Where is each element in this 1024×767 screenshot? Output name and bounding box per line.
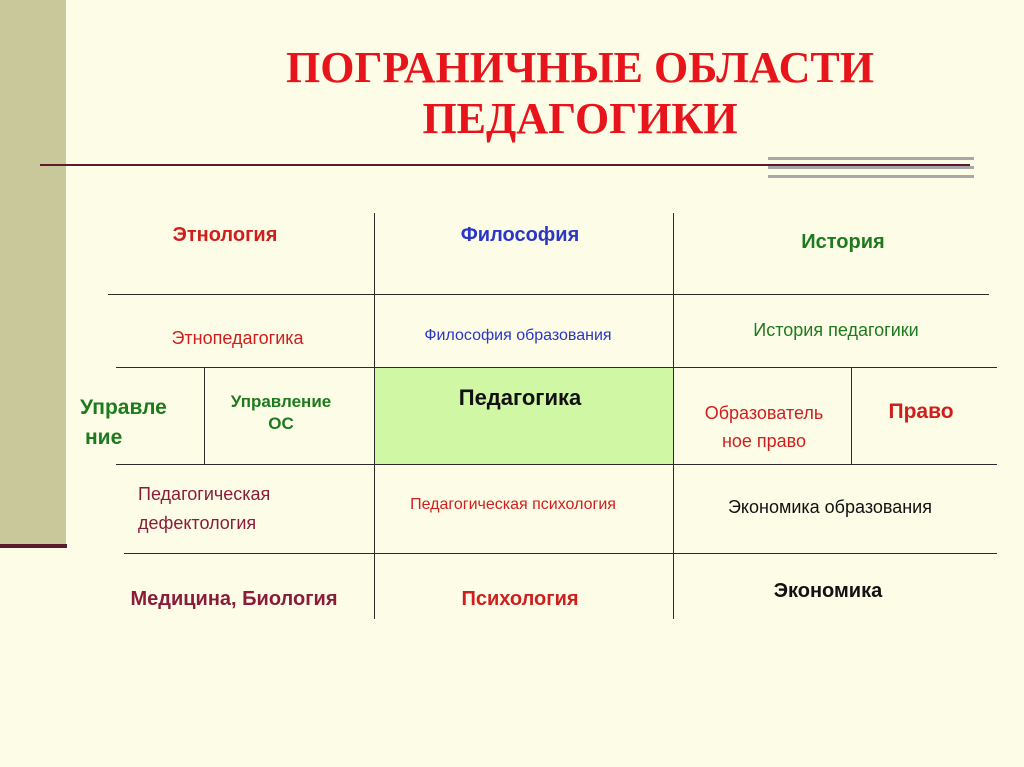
cell-educational-law (678, 399, 850, 455)
left-sidebar-strip (0, 0, 66, 546)
cell-law: Право (888, 400, 954, 423)
cell-pedagogical-defectology-line-2: дефектология (138, 513, 257, 533)
grid-hline-1 (108, 294, 989, 295)
cell-ethnopedagogy: Этнопедагогика (171, 328, 304, 348)
grid-vline-3 (204, 367, 205, 464)
grid-vline-4 (851, 367, 852, 464)
slide-title (200, 42, 960, 144)
cell-history: История (801, 231, 885, 253)
grid-hline-3 (116, 464, 997, 465)
cell-management-os-line-2: ОС (268, 414, 294, 433)
cell-ethnology: Этнология (172, 224, 278, 246)
cell-management-os (208, 391, 354, 435)
cell-history-of-pedagogy: История педагогики (753, 320, 919, 340)
sidebar-accent-line (0, 544, 67, 548)
cell-educational-law-line-1: Образователь (704, 403, 824, 423)
cell-management-line-1: Управле (80, 396, 167, 419)
grid-vline-2 (673, 213, 674, 619)
title-line-2: ПЕДАГОГИКИ (422, 94, 738, 143)
cell-philosophy: Философия (460, 224, 580, 246)
cell-pedagogical-psychology: Педагогическая психология (410, 496, 616, 513)
cell-pedagogical-defectology-line-1: Педагогическая (138, 484, 271, 504)
grid-hline-4 (124, 553, 997, 554)
cell-psychology: Психология (461, 588, 579, 610)
cell-management-os-line-1: Управление (230, 392, 332, 411)
grid-vline-1 (374, 213, 375, 619)
cell-economics: Экономика (773, 580, 883, 602)
title-underline-accent (768, 157, 974, 178)
cell-philosophy-of-education: Философия образования (424, 327, 612, 344)
grid-hline-2 (116, 367, 997, 368)
cell-educational-law-line-2: ное право (721, 431, 807, 451)
cell-medicine-biology: Медицина, Биология (130, 588, 338, 610)
cell-management (80, 393, 200, 453)
cell-pedagogy: Педагогика (458, 385, 582, 410)
cell-pedagogical-defectology (138, 480, 338, 538)
cell-economics-of-education: Экономика образования (727, 497, 932, 517)
title-line-1: ПОГРАНИЧНЫЕ ОБЛАСТИ (286, 43, 874, 92)
cell-management-line-2: ние (85, 426, 123, 449)
center-cell-highlight (375, 367, 673, 464)
